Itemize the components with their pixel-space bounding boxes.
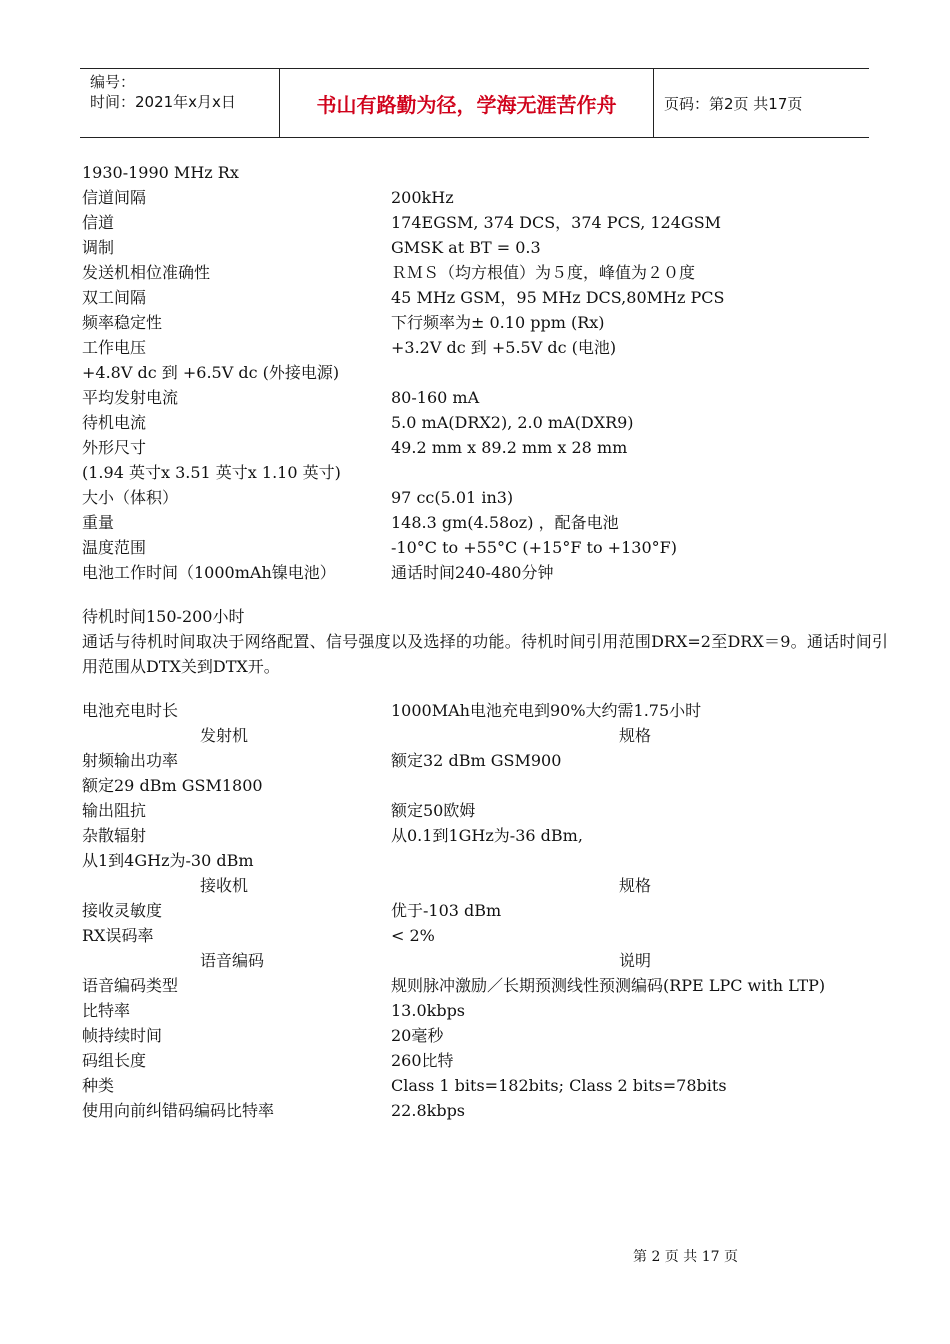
spec-value: 额定50欧姆 — [391, 801, 476, 820]
spec-value: GMSK at BT = 0.3 — [391, 238, 541, 257]
spec-value: -10°C to +55°C (+15°F to +130°F) — [391, 538, 677, 557]
spec-label: RX误码率 — [82, 926, 154, 945]
size-inches-line: (1.94 英寸x 3.51 英寸x 1.10 英寸) — [82, 463, 341, 482]
spec-label: 外形尺寸 — [82, 438, 147, 457]
spec-label: 工作电压 — [82, 338, 147, 357]
section-heading: 发射机 — [200, 726, 249, 745]
header-meta — [80, 69, 280, 137]
document-time-label: 时间：2021年x月x日 — [90, 93, 236, 111]
spec-value: 额定32 dBm GSM900 — [391, 751, 562, 770]
spec-label: 信道 — [82, 213, 115, 232]
spec-value: < 2% — [391, 926, 435, 945]
spec-label: 种类 — [82, 1076, 115, 1095]
spec-value: 80-160 mA — [391, 388, 480, 407]
spec-label: 大小（体积） — [82, 488, 179, 507]
spec-label: 杂散辐射 — [82, 826, 147, 845]
spec-row — [82, 410, 888, 435]
spec-value: 45 MHz GSM，95 MHz DCS,80MHz PCS — [391, 288, 725, 307]
spec-value: 5.0 mA(DRX2), 2.0 mA(DXR9) — [391, 413, 634, 432]
spec-row — [82, 798, 888, 823]
spec-label: 电池工作时间（1000mAh镍电池） — [82, 563, 336, 582]
spec-group-c — [82, 485, 888, 585]
spec-row — [82, 260, 888, 285]
rf-power-1800-line: 额定29 dBm GSM1800 — [82, 776, 263, 795]
spec-row — [82, 923, 888, 948]
spec-value: 1000MAh电池充电到90%大约需1.75小时 — [391, 701, 702, 720]
spec-value: 49.2 mm x 89.2 mm x 28 mm — [391, 438, 628, 457]
spec-row — [82, 385, 888, 410]
spec-row — [82, 285, 888, 310]
spec-label: 重量 — [82, 513, 115, 532]
spec-value: 148.3 gm(4.58oz) ，配备电池 — [391, 513, 619, 532]
spec-label: 输出阻抗 — [82, 801, 147, 820]
spec-row — [82, 973, 888, 998]
spec-row — [82, 560, 888, 585]
charge-time-row — [82, 698, 888, 723]
header-page-info: 页码：第2页 共17页 — [664, 94, 803, 113]
spec-value: 97 cc(5.01 in3) — [391, 488, 514, 507]
spec-label: 比特率 — [82, 1001, 131, 1020]
spec-row — [82, 335, 888, 360]
spec-value: Class 1 bits=182bits; Class 2 bits=78bits — [391, 1076, 727, 1095]
spec-row — [82, 748, 888, 773]
spec-value: 下行频率为± 0.10 ppm (Rx) — [391, 313, 605, 332]
spec-label: 码组长度 — [82, 1051, 147, 1070]
spec-label: 平均发射电流 — [82, 388, 179, 407]
spec-value: 260比特 — [391, 1051, 454, 1070]
header-motto: 书山有路勤为径，学海无涯苦作舟 — [280, 69, 654, 137]
spec-group-a — [82, 185, 888, 360]
spec-group-b — [82, 385, 888, 460]
spec-value: ＲＭＳ（均方根值）为５度，峰值为２０度 — [391, 263, 696, 282]
codec-heading-row — [82, 948, 888, 973]
transmitter-heading-row — [82, 723, 888, 748]
spec-label: 帧持续时间 — [82, 1026, 163, 1045]
page-header — [80, 68, 869, 138]
spec-value: 优于-103 dBm — [391, 901, 502, 920]
spec-row — [82, 310, 888, 335]
spec-row — [82, 998, 888, 1023]
spec-label: 使用向前纠错码编码比特率 — [82, 1101, 275, 1120]
spec-value: 22.8kbps — [391, 1101, 466, 1120]
standby-time-line: 待机时间150-200小时 — [82, 607, 245, 626]
spurious-1-4-line: 从1到4GHz为-30 dBm — [82, 851, 254, 870]
spec-row — [82, 1073, 888, 1098]
receiver-heading-row — [82, 873, 888, 898]
section-heading: 接收机 — [200, 876, 249, 895]
spec-label: 接收灵敏度 — [82, 901, 163, 920]
section-heading-right: 说明 — [619, 951, 652, 970]
spec-value: 规则脉冲激励／长期预测线性预测编码(RPE LPC with LTP) — [391, 976, 826, 995]
spec-label: 温度范围 — [82, 538, 147, 557]
spec-row — [82, 1098, 888, 1123]
spec-value: 从0.1到1GHz为-36 dBm, — [391, 826, 583, 845]
spec-row — [82, 210, 888, 235]
spec-row — [82, 1023, 888, 1048]
spec-label: 电池充电时长 — [82, 701, 179, 720]
document-number-label: 编号： — [90, 73, 136, 91]
spec-row — [82, 185, 888, 210]
spec-label: 语音编码类型 — [82, 976, 179, 995]
spec-value: 20毫秒 — [391, 1026, 444, 1045]
spec-row — [82, 1048, 888, 1073]
spec-value: +3.2V dc 到 +5.5V dc (电池) — [391, 338, 617, 357]
spec-row — [82, 510, 888, 535]
section-heading: 语音编码 — [200, 951, 265, 970]
spec-row — [82, 535, 888, 560]
page-footer: 第 2 页 共 17 页 — [633, 1249, 738, 1265]
spec-value: 通话时间240-480分钟 — [391, 563, 554, 582]
spec-label: 发送机相位准确性 — [82, 263, 211, 282]
spec-label: 频率稳定性 — [82, 313, 163, 332]
spec-row — [82, 435, 888, 460]
spec-content — [82, 160, 888, 1123]
spec-label: 信道间隔 — [82, 188, 147, 207]
spacer — [82, 585, 888, 604]
section-heading-right: 规格 — [619, 876, 652, 895]
spec-label: 射频输出功率 — [82, 751, 179, 770]
rx-band-line: 1930-1990 MHz Rx — [82, 163, 239, 182]
spec-value: 200kHz — [391, 188, 454, 207]
spec-value: 13.0kbps — [391, 1001, 466, 1020]
spec-row — [82, 823, 888, 848]
battery-note-paragraph: 通话与待机时间取决于网络配置、信号强度以及选择的功能。待机时间引用范围DRX=2至DRX＝9。通话时间引用范围从DTX关到DTX开。 — [82, 632, 888, 676]
spec-row — [82, 898, 888, 923]
spec-value: 174EGSM, 374 DCS，374 PCS, 124GSM — [391, 213, 722, 232]
spec-label: 调制 — [82, 238, 115, 257]
spacer — [82, 679, 888, 698]
section-heading-right: 规格 — [619, 726, 652, 745]
spec-label: 双工间隔 — [82, 288, 147, 307]
spec-row — [82, 485, 888, 510]
external-voltage-line: +4.8V dc 到 +6.5V dc (外接电源) — [82, 363, 340, 382]
spec-label: 待机电流 — [82, 413, 147, 432]
spec-row — [82, 235, 888, 260]
